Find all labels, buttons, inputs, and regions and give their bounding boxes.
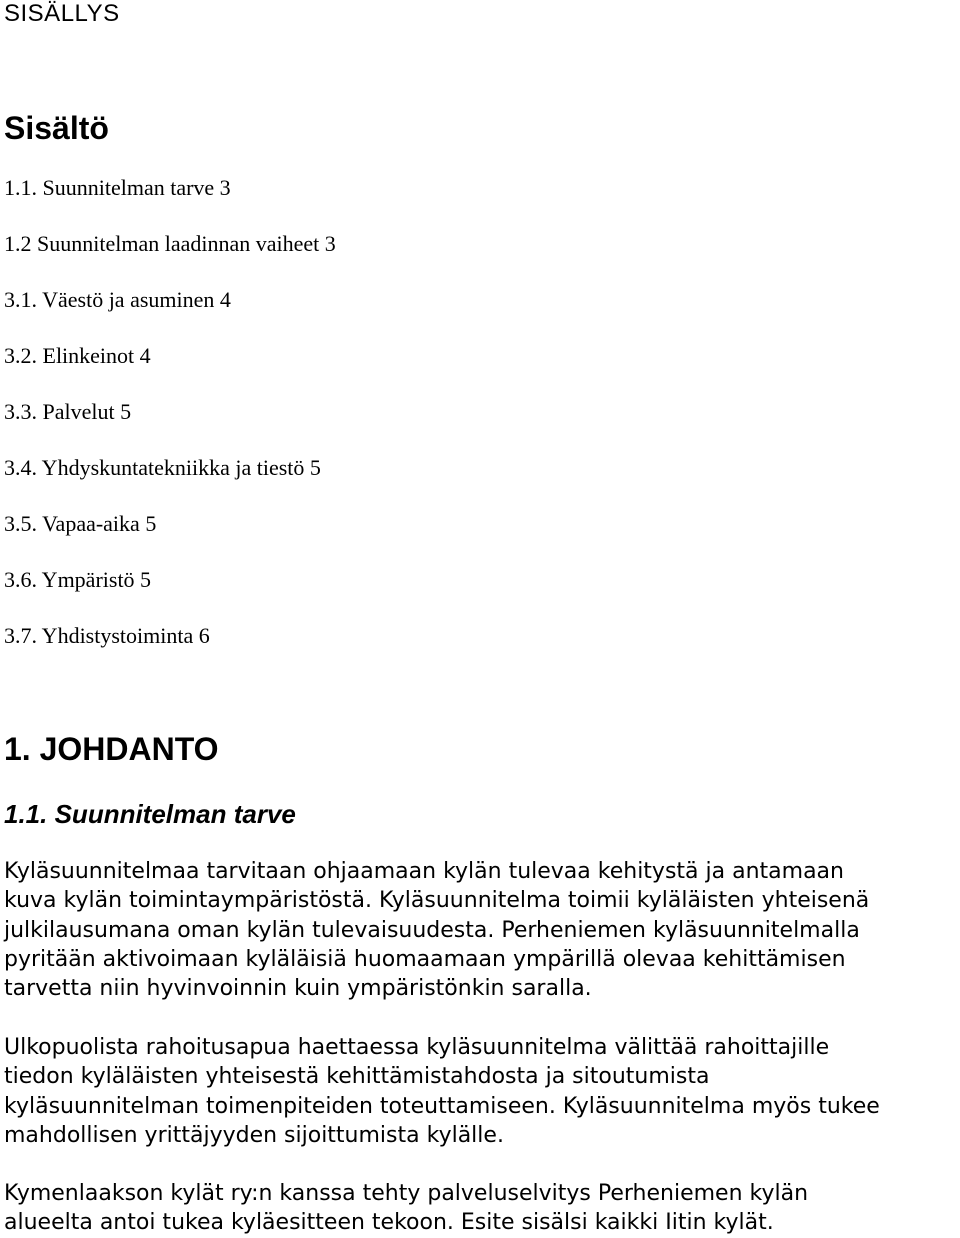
body-paragraph xyxy=(4,857,960,1003)
paragraph-line: pyritään aktivoimaan kyläläisiä huomaamaan ympärillä olevaa kehittämisen xyxy=(4,946,846,972)
toc-item[interactable]: 3.3. Palvelut 5 xyxy=(4,399,132,424)
toc-item[interactable]: 3.7. Yhdistystoiminta 6 xyxy=(4,623,210,648)
paragraph-line: alueelta antoi tukea kyläesitteen tekoon. Esite sisälsi kaikki Iitin kylät. xyxy=(4,1210,774,1236)
toc-item[interactable]: 3.2. Elinkeinot 4 xyxy=(4,343,151,368)
toc-heading: Sisältö xyxy=(4,110,109,146)
body-paragraph xyxy=(4,1179,960,1238)
toc-list xyxy=(4,172,336,676)
toc-item[interactable]: 1.2 Suunnitelman laadinnan vaiheet 3 xyxy=(4,231,336,256)
paragraph-line: Kymenlaakson kylät ry:n kanssa tehty palveluselvitys Perheniemen kylän xyxy=(4,1181,809,1206)
paragraph-line: julkilausumana oman kylän tulevaisuudesta. Perheniemen kyläsuunnitelmalla xyxy=(4,917,860,943)
toc-item[interactable]: 3.5. Vapaa-aika 5 xyxy=(4,511,157,536)
paragraph-line: kuva kylän toimintaympäristöstä. Kyläsuunnitelma toimii kyläläisten yhteisenä xyxy=(4,888,870,914)
paragraph-line: tiedon kyläläisten yhteisestä kehittämistahdosta ja sitoutumista xyxy=(4,1064,710,1090)
paragraph-line: mahdollisen yrittäjyyden sijoittumista kylälle. xyxy=(4,1122,504,1148)
paragraph-line: Kyläsuunnitelmaa tarvitaan ohjaamaan kylän tulevaa kehitystä ja antamaan xyxy=(4,859,844,884)
paragraph-line: tarvetta niin hyvinvoinnin kuin ympäristönkin saralla. xyxy=(4,976,592,1002)
toc-item[interactable]: 3.4. Yhdyskuntatekniikka ja tiestö 5 xyxy=(4,455,321,480)
paragraph-line: Ulkopuolista rahoitusapua haettaessa kyläsuunnitelma välittää rahoittajille xyxy=(4,1035,830,1060)
paragraph-line: kyläsuunnitelman toimenpiteiden toteuttamiseen. Kyläsuunnitelma myös tukee xyxy=(4,1093,880,1119)
toc-item[interactable]: 3.1. Väestö ja asuminen 4 xyxy=(4,287,231,312)
body-paragraph xyxy=(4,1033,960,1150)
section-heading: 1. JOHDANTO xyxy=(4,731,219,767)
subsection-heading: 1.1. Suunnitelman tarve xyxy=(4,799,296,829)
toc-item[interactable]: 1.1. Suunnitelman tarve 3 xyxy=(4,175,231,200)
header-title: SISÄLLYS xyxy=(4,0,120,27)
toc-item[interactable]: 3.6. Ympäristö 5 xyxy=(4,567,152,592)
